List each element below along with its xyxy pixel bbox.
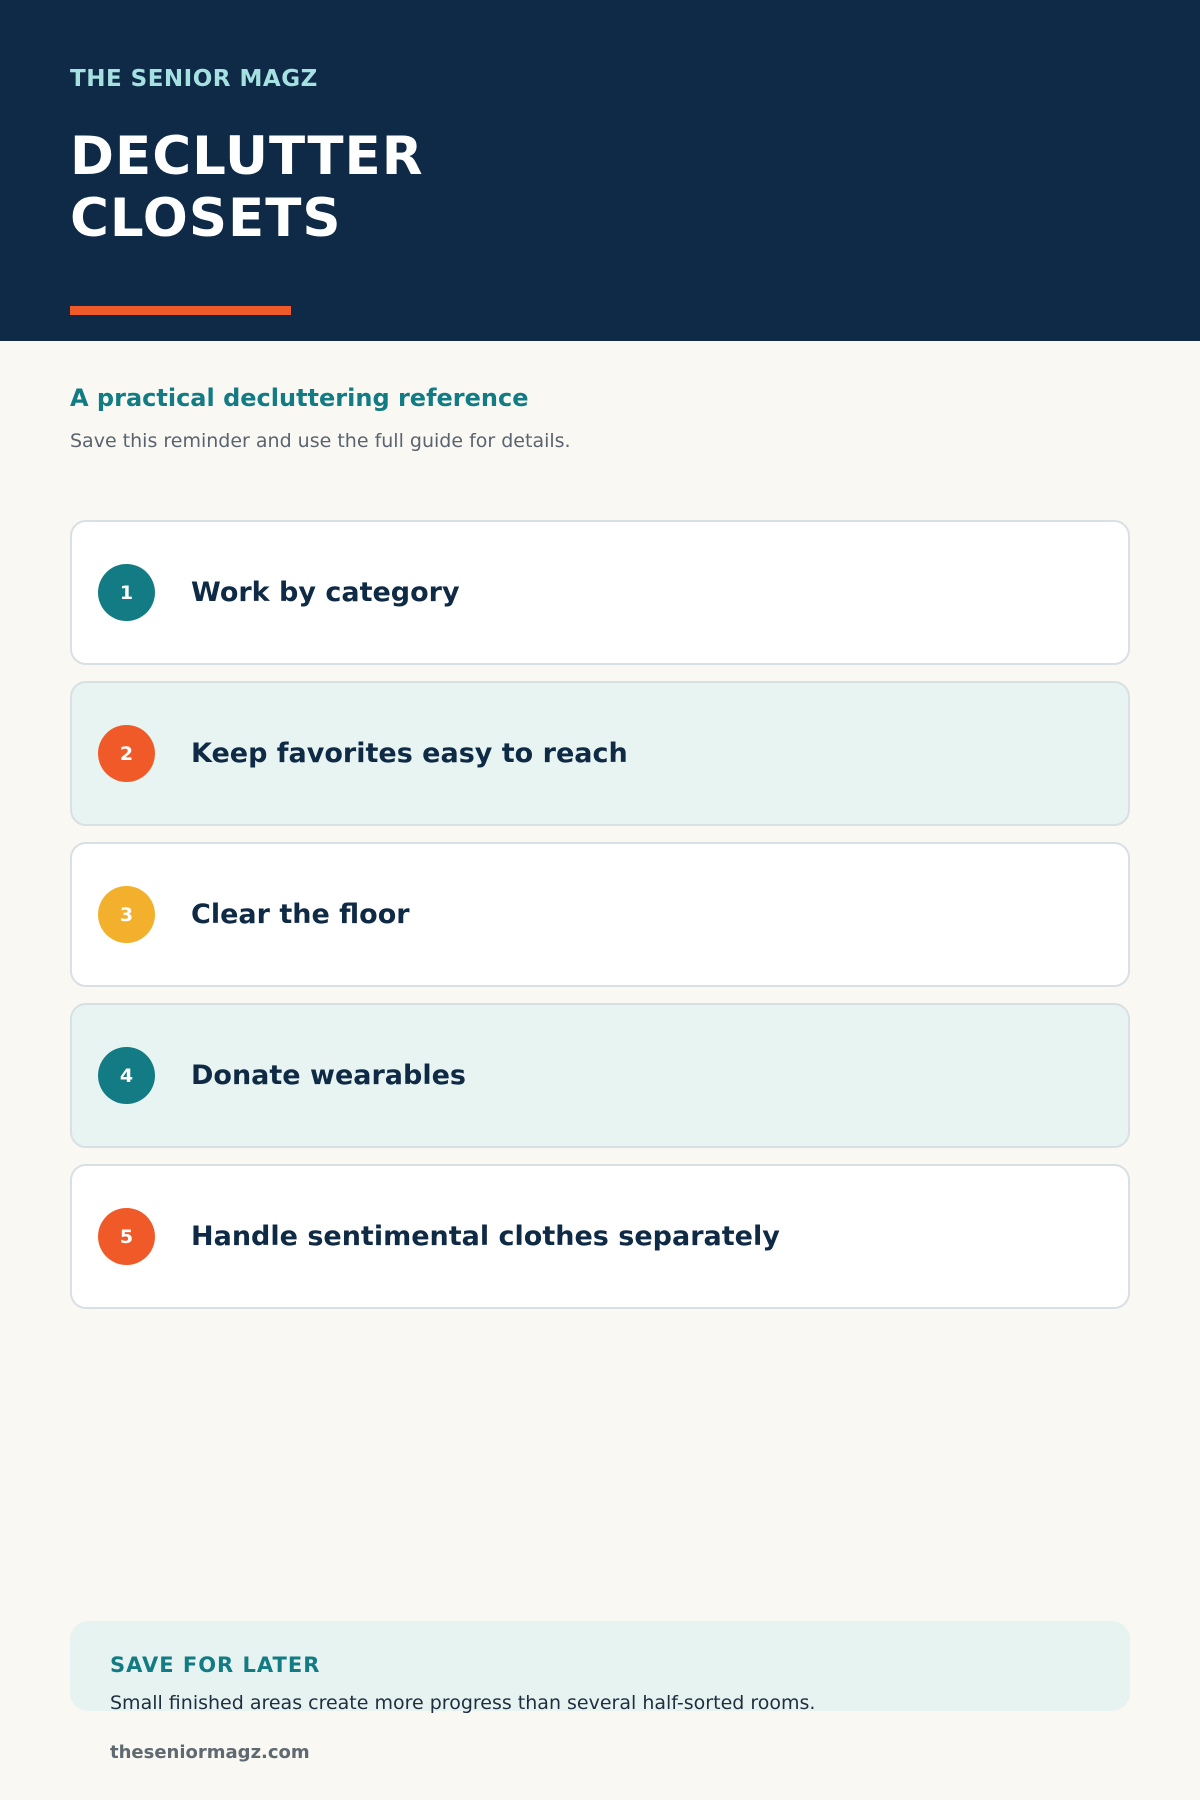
title-line-1: DECLUTTER bbox=[70, 126, 424, 187]
tip-card-2 bbox=[70, 681, 1130, 826]
tip-label: Keep favorites easy to reach bbox=[191, 738, 628, 769]
tip-label: Handle sentimental clothes separately bbox=[191, 1221, 780, 1252]
tip-number-badge: 1 bbox=[98, 564, 155, 621]
tip-card-3 bbox=[70, 842, 1130, 987]
tip-label: Work by category bbox=[191, 577, 460, 608]
tip-card-4 bbox=[70, 1003, 1130, 1148]
accent-divider bbox=[70, 306, 291, 315]
intro-text: Save this reminder and use the full guide for details. bbox=[70, 430, 571, 452]
title-line-2: CLOSETS bbox=[70, 188, 342, 249]
section-subtitle: A practical decluttering reference bbox=[70, 384, 529, 412]
tip-label: Donate wearables bbox=[191, 1060, 466, 1091]
tip-number-badge: 3 bbox=[98, 886, 155, 943]
save-for-later-title: SAVE FOR LATER bbox=[110, 1653, 321, 1677]
tip-card-1 bbox=[70, 520, 1130, 665]
tip-number-badge: 2 bbox=[98, 725, 155, 782]
site-url: theseniormagz.com bbox=[110, 1742, 310, 1763]
tip-label: Clear the floor bbox=[191, 899, 410, 930]
header-banner bbox=[0, 0, 1200, 341]
tip-number-badge: 5 bbox=[98, 1208, 155, 1265]
tip-card-5 bbox=[70, 1164, 1130, 1309]
save-for-later-text: Small finished areas create more progress than several half-sorted rooms. bbox=[110, 1692, 816, 1714]
tip-number-badge: 4 bbox=[98, 1047, 155, 1104]
tip-list bbox=[70, 520, 1130, 1325]
brand-name: THE SENIOR MAGZ bbox=[70, 66, 318, 92]
page-title bbox=[70, 126, 424, 250]
